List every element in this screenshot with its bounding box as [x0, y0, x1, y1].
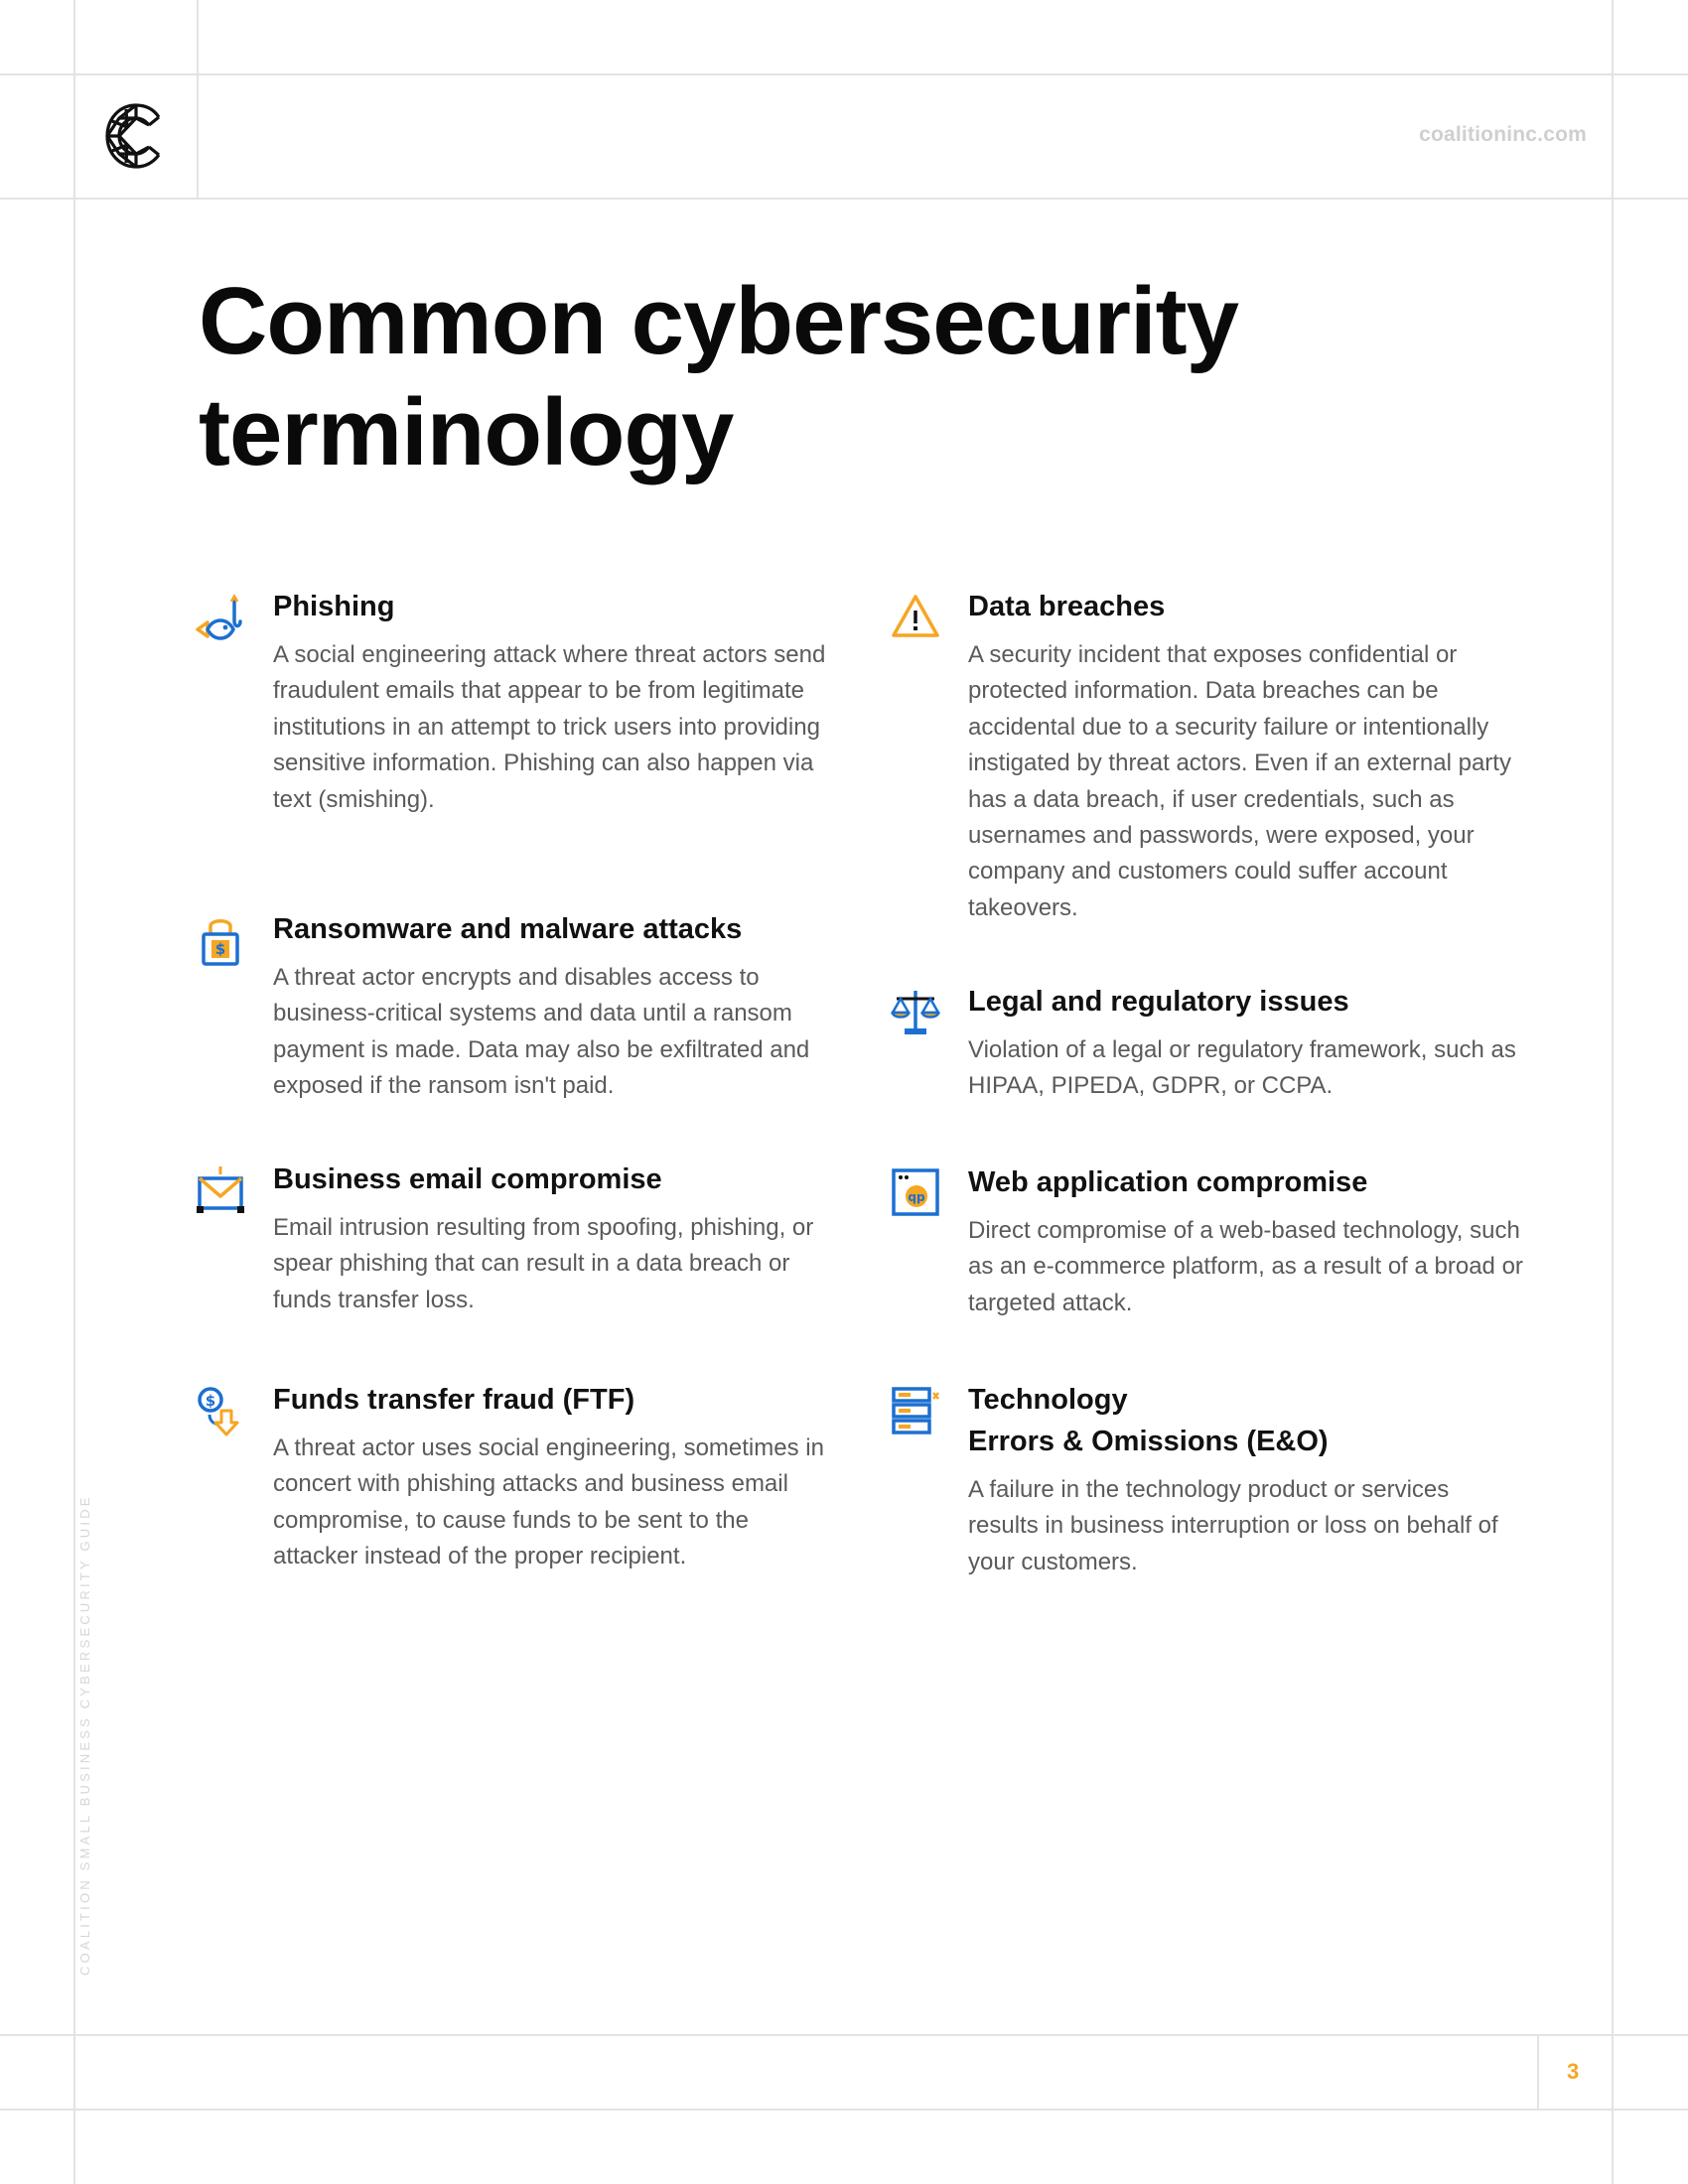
- grid-line-footer-top: [0, 2034, 1688, 2036]
- grid-line-footer-bottom: [0, 2109, 1688, 2111]
- web-application-icon: [891, 1167, 940, 1221]
- term-description: Violation of a legal or regulatory framework, such as HIPAA, PIPEDA, GDPR, or CCPA.: [968, 1036, 1516, 1100]
- svg-text:$: $: [205, 1392, 216, 1410]
- term-phishing: [273, 586, 829, 818]
- website-url[interactable]: coalitioninc.com: [1419, 123, 1587, 146]
- coalition-logo[interactable]: [103, 101, 169, 171]
- term-description: A threat actor uses social engineering, sometimes in concert with phishing attacks and business email compromise, to cause funds to be sent to the attacker instead of the proper recipient.: [273, 1434, 824, 1570]
- side-guide-label: COALITION SMALL BUSINESS CYBERSECURITY GUIDE: [77, 1494, 92, 1976]
- term-title-line-2: Errors & Omissions (E&O): [968, 1426, 1329, 1457]
- ransomware-lock-icon: [196, 914, 245, 968]
- term-data-breaches: [968, 586, 1524, 926]
- grid-line-right: [1612, 0, 1614, 2184]
- term-description: Email intrusion resulting from spoofing, phishing, or spear phishing that can result in a data breach or funds transfer loss.: [273, 1214, 814, 1313]
- term-technology-eo: [968, 1379, 1524, 1580]
- term-description: Direct compromise of a web-based technology, such as an e-commerce platform, as a result of a broad or targeted attack.: [968, 1217, 1523, 1316]
- svg-text:$: $: [214, 940, 226, 958]
- warning-triangle-icon: [891, 592, 940, 645]
- term-title: [968, 1379, 1524, 1462]
- page-number: 3: [1567, 2059, 1580, 2084]
- term-ransomware: [214, 908, 829, 1105]
- term-title: Data breaches: [968, 591, 1166, 622]
- term-title: Phishing: [273, 591, 395, 622]
- svg-text:qp: qp: [908, 1190, 925, 1204]
- term-description: A threat actor encrypts and disables access to business-critical systems and data until a ransom payment is made. Data may also be exfiltrated and exposed if the ransom isn't paid.: [273, 964, 810, 1100]
- email-envelope-icon: [196, 1164, 245, 1218]
- funds-transfer-icon: [196, 1385, 245, 1438]
- server-stack-icon: [891, 1385, 940, 1438]
- term-web-application-compromise: [908, 1161, 1524, 1321]
- phishing-fish-hook-icon: [196, 592, 245, 645]
- grid-line-left: [73, 0, 75, 2184]
- term-title: Funds transfer fraud (FTF): [273, 1384, 635, 1416]
- term-business-email-compromise: [273, 1159, 829, 1318]
- term-title: Business email compromise: [273, 1163, 662, 1195]
- term-description: A security incident that exposes confidential or protected information. Data breaches can be accidental due to a security failure or intentionally instigated by threat actors. Even if an external party has a data breach, if user credentials, such as usernames and passwords, were exposed, your company and customers could suffer account takeovers.: [968, 641, 1511, 921]
- term-title-line-1: Technology: [968, 1384, 1128, 1416]
- grid-line-footer-right: [1537, 2034, 1539, 2110]
- page-title: Common cybersecurity terminology: [199, 268, 1239, 485]
- legal-scales-icon: [891, 987, 940, 1040]
- grid-line-left-inner: [197, 0, 199, 199]
- term-title: Web application compromise: [968, 1166, 1368, 1198]
- term-title: Ransomware and malware attacks: [273, 913, 743, 945]
- term-title: Legal and regulatory issues: [968, 986, 1349, 1018]
- term-description: A social engineering attack where threat actors send fraudulent emails that appear to be from legitimate institutions in an attempt to trick users into providing sensitive information. Phishing can also happen via text (smishing).: [273, 641, 826, 813]
- grid-line-top: [0, 73, 1688, 75]
- grid-line-header-bottom: [0, 198, 1688, 200]
- term-legal-regulatory: [968, 981, 1524, 1105]
- term-description: A failure in the technology product or services results in business interruption or loss on behalf of your customers.: [968, 1476, 1498, 1575]
- term-funds-transfer-fraud: [205, 1379, 829, 1575]
